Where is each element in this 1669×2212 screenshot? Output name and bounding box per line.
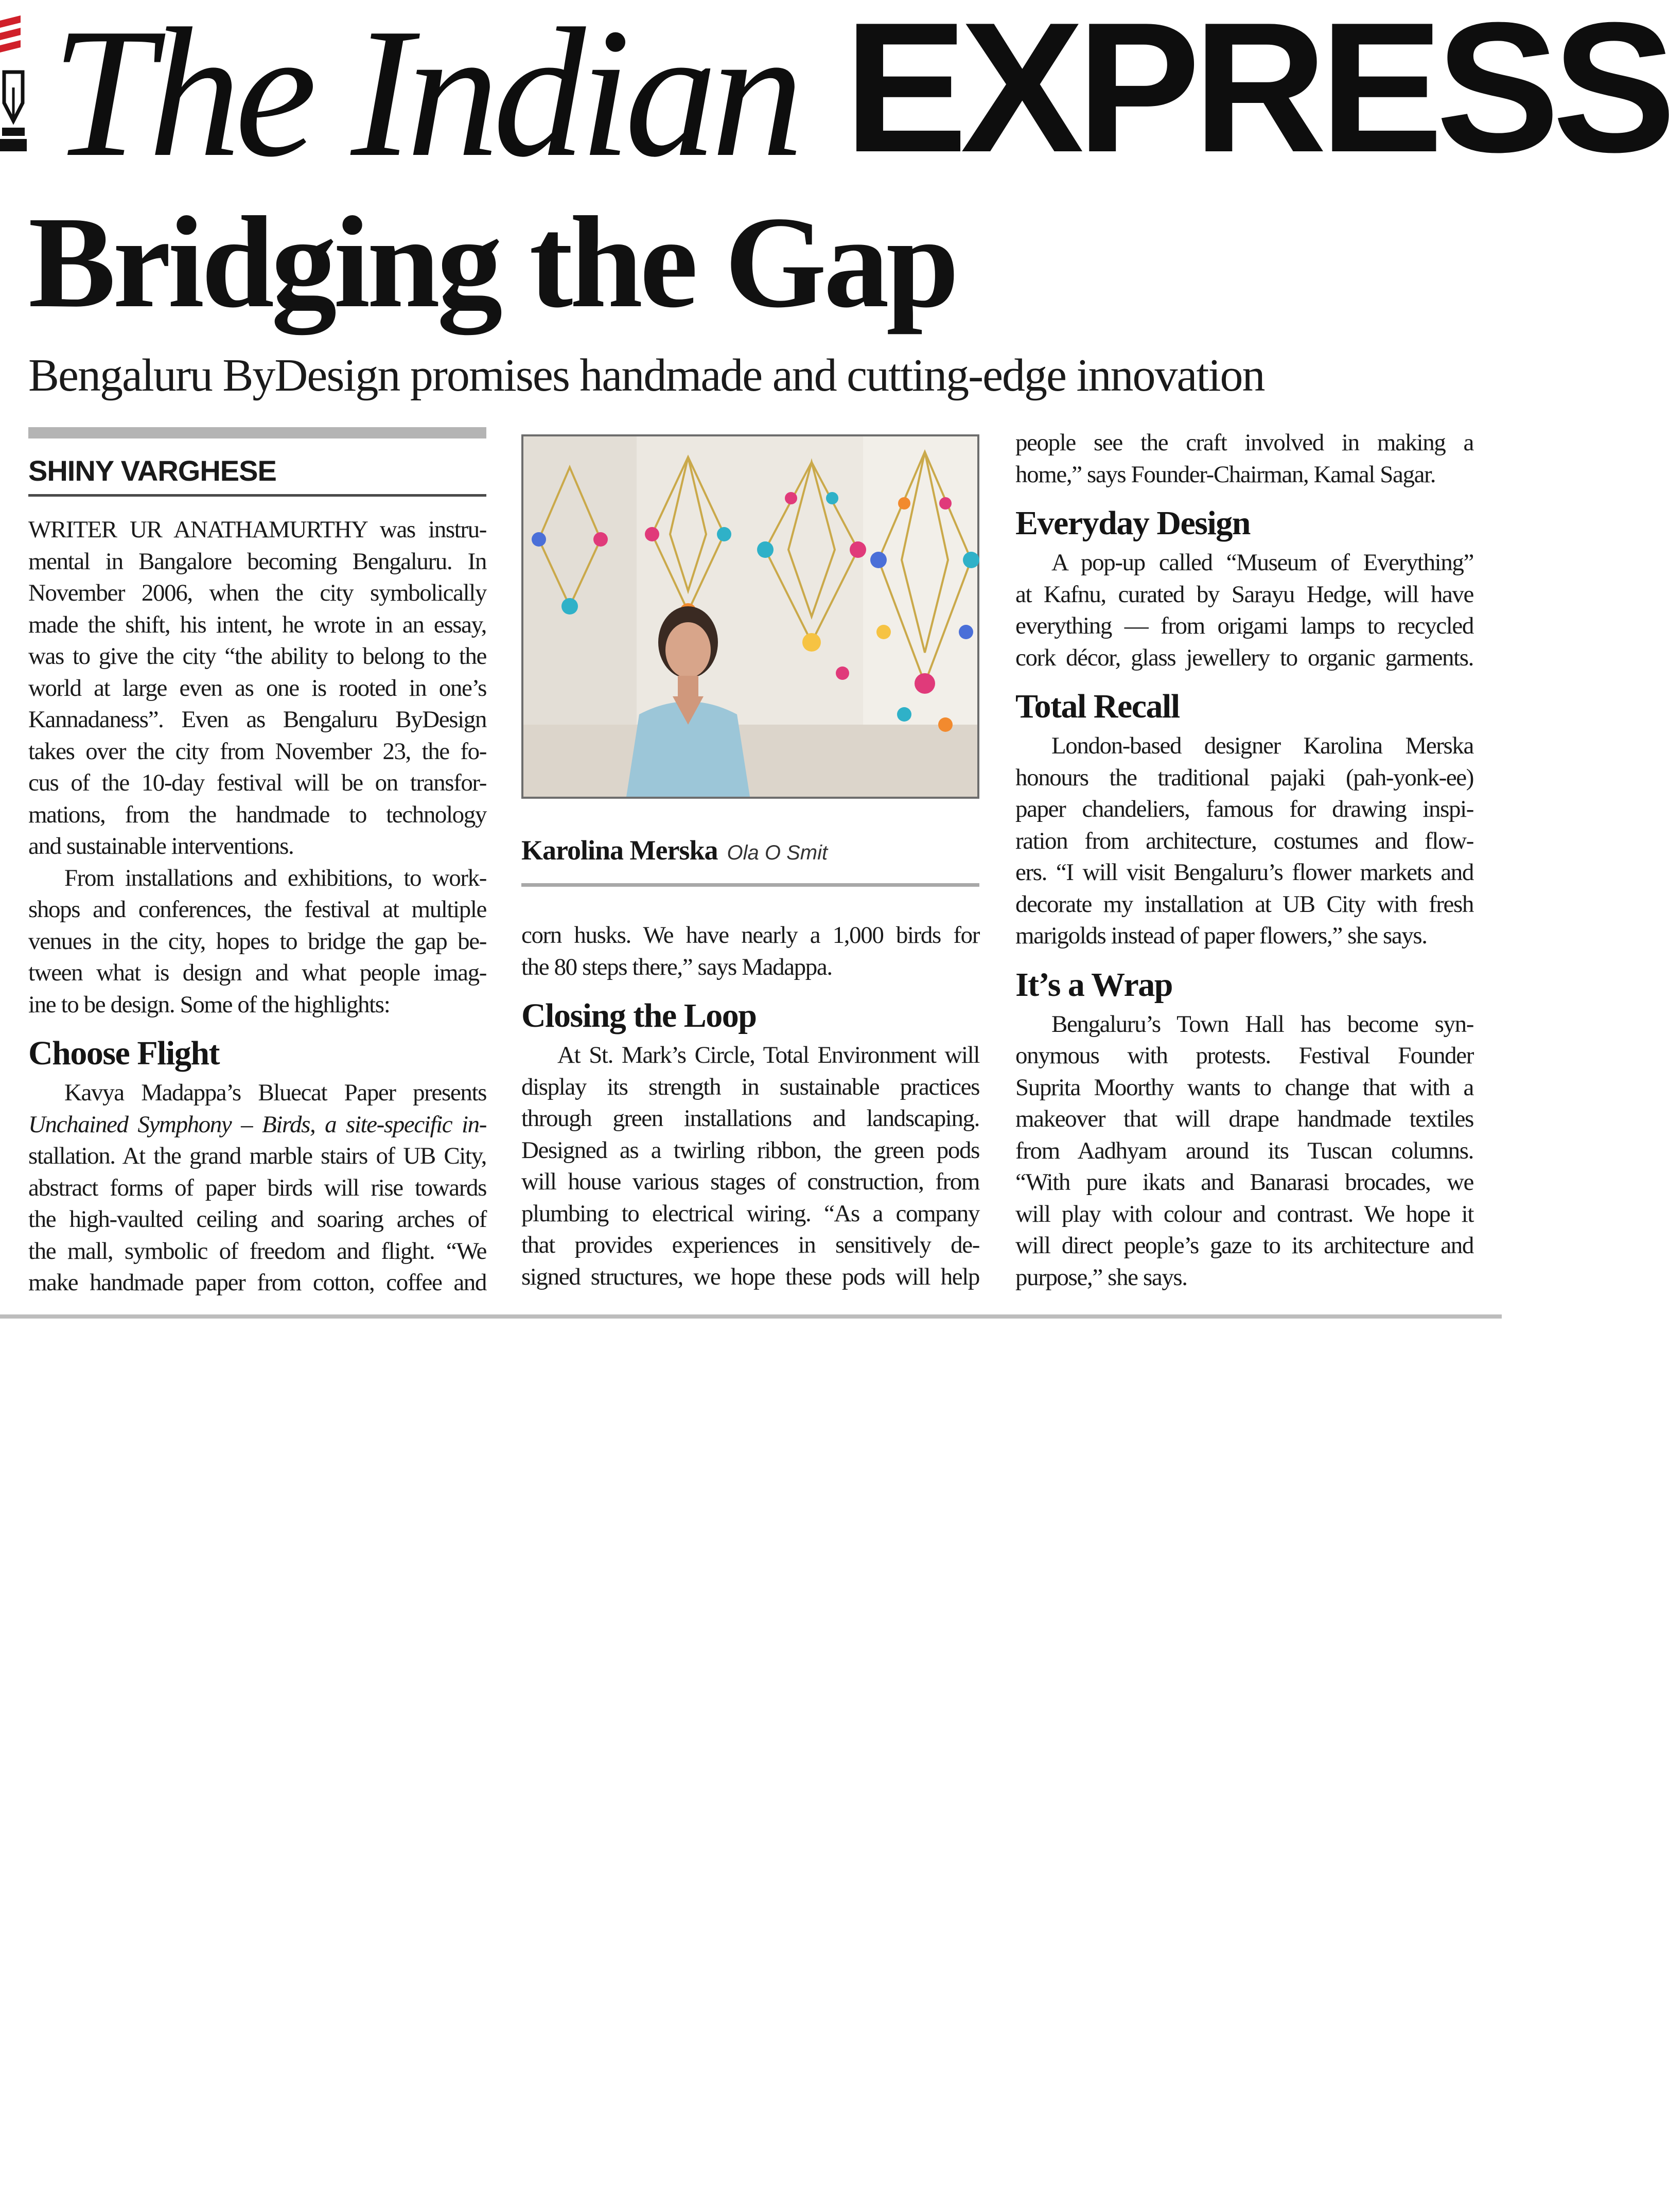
subhead: Total Recall (1015, 688, 1180, 725)
paragraph (1015, 1009, 1473, 1294)
masthead-express-wordmark: EXPRESS (844, 0, 1669, 191)
text-line: cus of the 10-day festival will be on transfor- (28, 769, 486, 796)
caption-name: Karolina Merska (521, 835, 718, 866)
clipping-bottom-rule (0, 1314, 1502, 1319)
text-line: the high-vaulted ceiling and soaring arches of (28, 1206, 486, 1233)
text-line: Suprita Moorthy wants to change that with a (1015, 1074, 1473, 1101)
masthead-title: The Indian (51, 0, 798, 195)
text-line: tween what is design and what people imag- (28, 959, 486, 986)
text-line: the mall, symbolic of freedom and flight. “We (28, 1237, 486, 1265)
paragraph (28, 514, 486, 863)
text-line: A pop-up called “Museum of Everything” (1051, 549, 1473, 576)
text-line: was to give the city “the ability to belong to the (28, 643, 486, 670)
text-line: WRITER UR ANATHAMURTHY was instru- (28, 516, 486, 543)
text-line: stallation. At the grand marble stairs of UB City, (28, 1143, 486, 1169)
paragraph (521, 1040, 979, 1293)
pen-nib-logo-icon (0, 15, 31, 160)
photo-credit: Ola O Smit (727, 841, 828, 864)
paragraph (28, 1077, 486, 1299)
text-line: Designed as a twirling ribbon, the green pods (521, 1136, 979, 1164)
text-line: Bengaluru’s Town Hall has become syn- (1051, 1010, 1473, 1038)
text-line: November 2006, when the city symbolically (28, 580, 486, 606)
text-line: will direct people’s gaze to its architecture and (1015, 1232, 1473, 1259)
paragraph (521, 920, 979, 983)
text-line: From installations and exhibitions, to work- (64, 864, 486, 891)
divider (28, 494, 486, 497)
text-line: ration from architecture, costumes and flow- (1015, 827, 1473, 854)
text-line: Kavya Madappa’s Bluecat Paper presents (64, 1079, 486, 1106)
text-line: through green installations and landscaping. (521, 1105, 979, 1132)
text-line: people see the craft involved in making a (1015, 429, 1473, 456)
paragraph (1015, 547, 1473, 674)
text-line: purpose,” she says. (1015, 1263, 1187, 1291)
text-line: signed structures, we hope these pods will help (521, 1263, 979, 1290)
text-line: shops and conferences, the festival at multiple (28, 896, 486, 923)
text-line: corn husks. We have nearly a 1,000 birds for (521, 922, 979, 949)
text-line: ers. “I will visit Bengaluru’s flower markets and (1015, 859, 1473, 886)
byline: SHINY VARGHESE (28, 454, 276, 487)
text-line: will play with colour and contrast. We hope it (1015, 1200, 1473, 1227)
text-line: cork décor, glass jewellery to organic garments. (1015, 644, 1473, 671)
paragraph (1015, 730, 1473, 952)
masthead (0, 0, 1669, 196)
paragraph (1015, 427, 1473, 490)
photo-chandeliers-portrait (523, 436, 977, 797)
article-photo (521, 434, 979, 799)
subhead: It’s a Wrap (1015, 965, 1172, 1004)
article-column-1 (28, 427, 486, 1299)
text-line: London-based designer Karolina Merska (1051, 732, 1473, 759)
text-line: Unchained Symphony – Birds, a site-specific in- (28, 1111, 486, 1138)
photo-caption (521, 830, 979, 871)
article-deck: Bengaluru ByDesign promises handmade and cutting-edge innovation (28, 350, 1264, 401)
subhead: Closing the Loop (521, 997, 757, 1034)
text-line: everything — from origami lamps to recycled (1015, 612, 1473, 639)
text-line: and sustainable interventions. (28, 833, 294, 859)
text-line: onymous with protests. Festival Founder (1015, 1042, 1473, 1069)
subhead: Everyday Design (1015, 504, 1250, 542)
text-line: At St. Mark’s Circle, Total Environment will (557, 1042, 979, 1068)
text-line: display its strength in sustainable practices (521, 1073, 979, 1100)
text-line: paper chandeliers, famous for drawing inspi- (1015, 796, 1473, 822)
text-line: world at large even as one is rooted in one’s (28, 674, 486, 701)
divider (521, 883, 979, 887)
text-line: will house various stages of construction, from (521, 1168, 979, 1195)
text-line: mations, from the handmade to technology (28, 801, 486, 828)
text-line: makeover that will drape handmade textiles (1015, 1105, 1473, 1132)
divider (28, 427, 486, 438)
text-line: takes over the city from November 23, the fo- (28, 738, 486, 765)
text-line: home,” says Founder-Chairman, Kamal Sagar. (1015, 461, 1436, 488)
text-line: mental in Bangalore becoming Bengaluru. In (28, 548, 486, 575)
text-line: marigolds instead of paper flowers,” she says. (1015, 922, 1427, 949)
text-line: that provides experiences in sensitively de- (521, 1232, 979, 1258)
text-line: abstract forms of paper birds will rise towards (28, 1174, 486, 1201)
subhead: Choose Flight (28, 1034, 220, 1072)
text-line: ine to be design. Some of the highlights: (28, 991, 390, 1018)
text-line: made the shift, his intent, he wrote in an essay, (28, 611, 486, 638)
text-line: plumbing to electrical wiring. “As a company (521, 1200, 979, 1227)
text-line: honours the traditional pajaki (pah-yonk-ee) (1015, 764, 1473, 791)
text-line: from Aadhyam around its Tuscan columns. (1015, 1137, 1473, 1164)
text-line: “With pure ikats and Banarasi brocades, we (1015, 1169, 1473, 1196)
text-line: at Kafnu, curated by Sarayu Hedge, will have (1015, 581, 1473, 608)
article-column-2 (521, 427, 979, 1293)
text-line: make handmade paper from cotton, coffee and (28, 1269, 486, 1296)
text-line: Kannadaness”. Even as Bengaluru ByDesign (28, 706, 486, 733)
article-column-3 (1015, 427, 1473, 1293)
text-line: decorate my installation at UB City with fresh (1015, 890, 1473, 918)
paragraph (28, 863, 486, 1021)
article-headline: Bridging the Gap (28, 190, 956, 335)
text-line: the 80 steps there,” says Madappa. (521, 953, 832, 980)
text-line: venues in the city, hopes to bridge the gap be- (28, 927, 486, 955)
